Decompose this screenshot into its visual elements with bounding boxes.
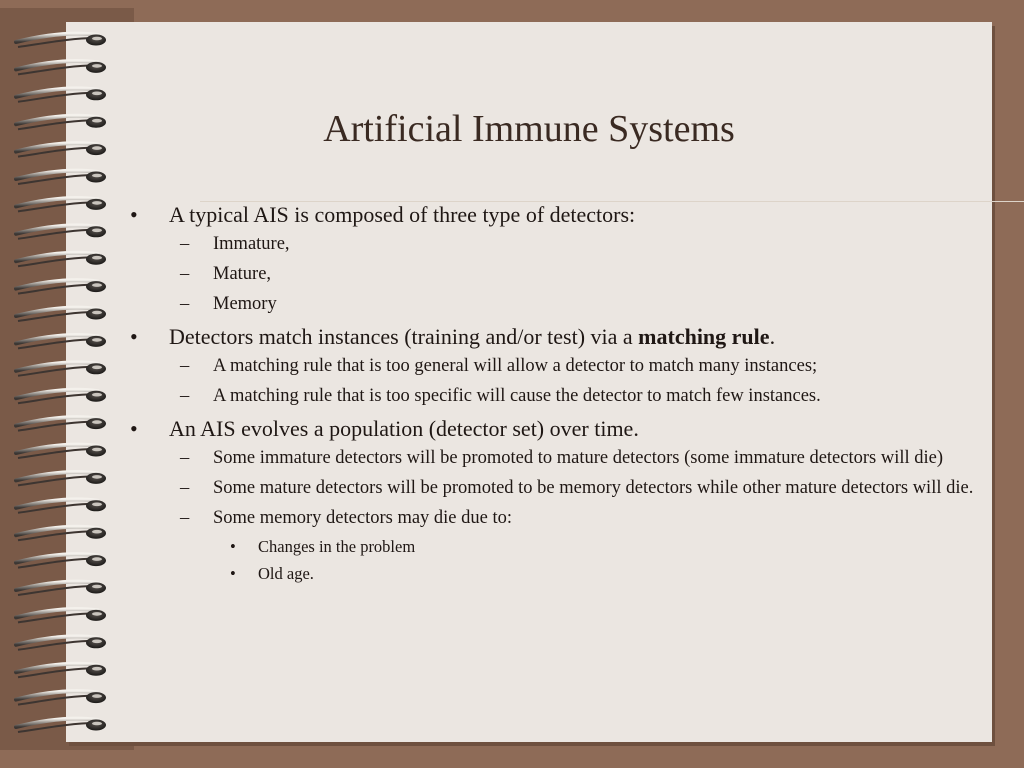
spiral-ring [16,34,106,47]
spiral-ring [16,225,106,238]
spiral-ring [16,445,106,458]
dash-marker: – [180,234,190,254]
spiral-ring [16,664,106,677]
sub-bullet-specific-rule [130,384,980,408]
spiral-ring [16,636,106,649]
page-title: Artificial Immune Systems [323,108,735,150]
bullet-marker: • [130,416,138,441]
sub-bullet-immature-promotion [130,446,980,470]
sub-bullet-text: Immature, [213,234,290,254]
slide-content [130,200,980,590]
dash-marker: – [180,294,190,314]
sub-bullet-text: Memory [213,294,277,314]
sub-bullet-mature [130,262,980,286]
dash-marker: – [180,264,190,284]
sub-bullet-text: A matching rule that is too general will allow a detector to match many instances; [213,356,818,376]
sub-bullet-memory [130,292,980,316]
spiral-ring [16,280,106,293]
spiral-ring [16,308,106,321]
dash-marker: – [180,448,190,468]
sub-sub-bullet-problem-change [130,536,980,558]
bullet-text-bold: matching rule [638,324,770,349]
sub-bullet-immature [130,232,980,256]
sub-bullet-text: Some immature detectors will be promoted to mature detectors (some immature detectors will die) [213,448,944,468]
sub-sub-bullet-text: Old age. [258,564,314,583]
spiral-ring [16,143,106,156]
sub-bullet-text: A matching rule that is too specific will cause the detector to match few instances. [213,386,821,406]
sub-sub-bullet-text: Changes in the problem [258,537,416,556]
dash-marker: – [180,508,190,528]
spiral-ring [16,198,106,211]
sub-bullet-general-rule [130,354,980,378]
bullet-text-after: . [769,324,776,349]
sub-bullet-text: Mature, [213,264,272,284]
spiral-binding [0,0,120,768]
spiral-ring [16,472,106,485]
sub-bullet-memory-death [130,506,980,530]
spiral-ring [16,171,106,184]
bullet-marker: • [130,324,138,349]
spiral-ring [16,719,106,732]
spiral-ring [16,582,106,595]
bullet-evolution [130,414,980,444]
bullet-detectors [130,200,980,230]
dash-marker: – [180,478,190,498]
spiral-ring [16,116,106,129]
sub-bullet-text: Some mature detectors will be promoted to be memory detectors while other mature detectors will die. [213,478,974,498]
spiral-ring [16,88,106,101]
bullet-text-before: Detectors match instances (training and/or test) via a [169,324,639,349]
spiral-ring [16,335,106,348]
spiral-ring [16,253,106,266]
spiral-ring [16,499,106,512]
bullet-marker: • [130,202,138,227]
spiral-ring [16,554,106,567]
dash-marker: – [180,386,190,406]
bullet-text: A typical AIS is composed of three type of detectors: [169,202,636,227]
sub-bullet-text: Some memory detectors may die due to: [213,508,513,528]
dot-marker: • [230,537,236,556]
spiral-ring [16,417,106,430]
spiral-ring [16,362,106,375]
spiral-ring [16,609,106,622]
spiral-ring [16,691,106,704]
sub-bullet-mature-promotion [130,476,980,500]
bullet-text: An AIS evolves a population (detector set) over time. [169,416,639,441]
spiral-ring [16,527,106,540]
bullet-matching-rule [130,322,980,352]
sub-sub-bullet-old-age [130,563,980,585]
dash-marker: – [180,356,190,376]
dot-marker: • [230,564,236,583]
spiral-ring [16,61,106,74]
spiral-ring [16,390,106,403]
